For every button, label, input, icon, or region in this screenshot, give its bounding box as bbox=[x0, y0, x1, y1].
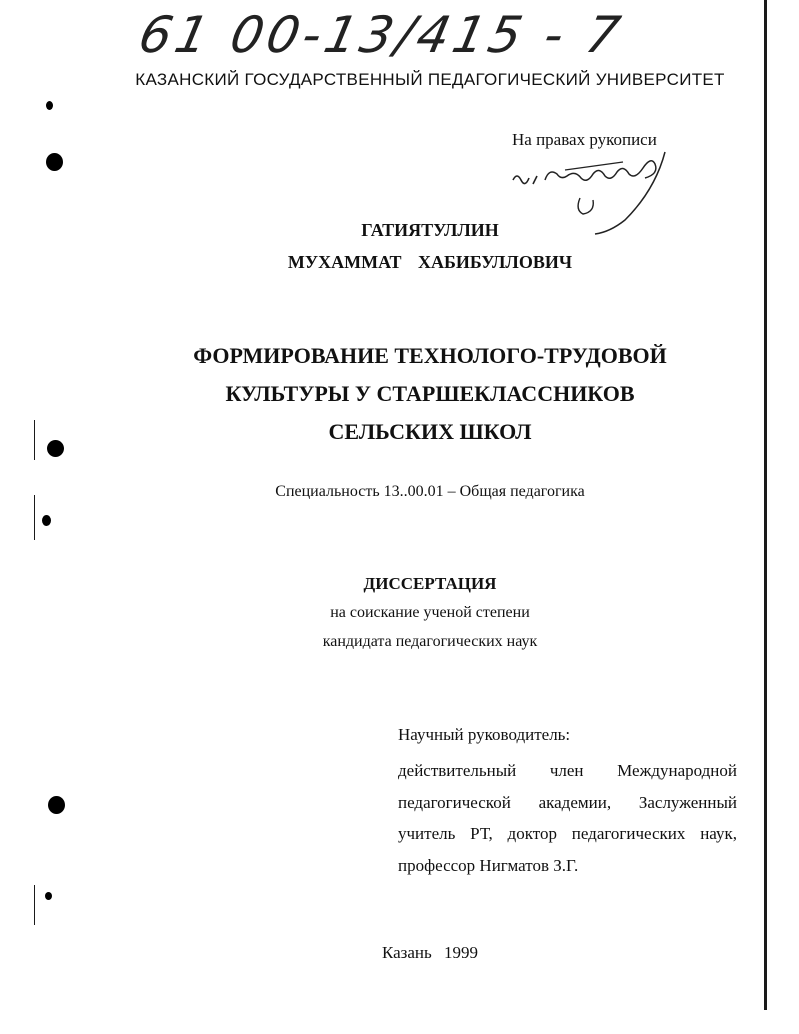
supervisor-description: действительный член Международной педагогической академии, Заслуженный учитель РТ, доктор педагогических наук, профессор Нигматов З.Г. bbox=[398, 761, 737, 875]
punch-hole-mark bbox=[48, 796, 65, 814]
dissertation-title-line-2: КУЛЬТУРЫ У СТАРШЕКЛАССНИКОВ bbox=[225, 381, 635, 406]
scan-margin-line bbox=[34, 495, 35, 540]
punch-hole-mark bbox=[46, 153, 63, 171]
scan-margin-line bbox=[34, 885, 35, 925]
supervisor-heading: Научный руководитель: bbox=[398, 725, 571, 744]
punch-hole-mark bbox=[46, 101, 53, 110]
degree-line-1: на соискание ученой степени bbox=[330, 604, 530, 621]
specialty-line: Специальность 13..00.01 – Общая педагогика bbox=[275, 483, 585, 500]
author-surname: ГАТИЯТУЛЛИН bbox=[361, 220, 499, 240]
author-given-names: МУХАММАТ ХАБИБУЛЛОВИЧ bbox=[287, 252, 573, 272]
manuscript-rights-label: На правах рукописи bbox=[512, 130, 657, 149]
city-year: Казань 1999 bbox=[381, 943, 479, 962]
dissertation-label: ДИССЕРТАЦИЯ bbox=[363, 574, 497, 593]
dissertation-title-line-3: СЕЛЬСКИХ ШКОЛ bbox=[328, 419, 532, 444]
punch-hole-mark bbox=[45, 892, 52, 900]
scan-edge-line bbox=[764, 0, 767, 1010]
handwritten-archive-code: 61 00-13/415 - 7 bbox=[133, 6, 629, 64]
dissertation-title-line-1: ФОРМИРОВАНИЕ ТЕХНОЛОГО-ТРУДОВОЙ bbox=[193, 343, 667, 368]
degree-line-2: кандидата педагогических наук bbox=[322, 633, 538, 650]
punch-hole-mark bbox=[42, 515, 51, 526]
university-name: КАЗАНСКИЙ ГОСУДАРСТВЕННЫЙ ПЕДАГОГИЧЕСКИЙ УНИВЕРСИТЕТ bbox=[135, 70, 725, 89]
